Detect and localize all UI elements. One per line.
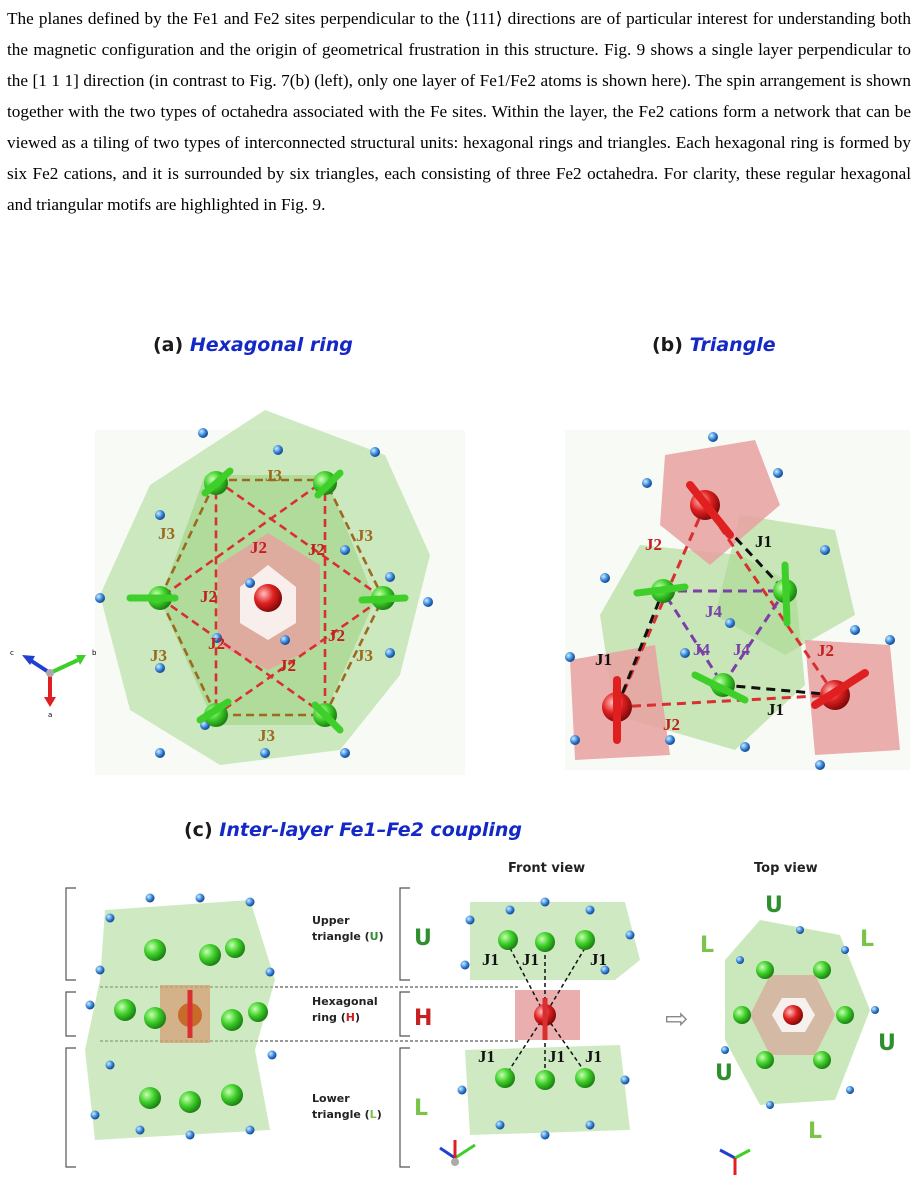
svg-text:J3: J3 bbox=[258, 726, 275, 745]
panel-a-title: Hexagonal ring bbox=[189, 334, 353, 356]
svg-text:J3: J3 bbox=[265, 466, 282, 485]
svg-text:U: U bbox=[715, 1061, 733, 1086]
svg-text:J3: J3 bbox=[150, 646, 167, 665]
svg-text:L: L bbox=[860, 927, 875, 952]
svg-text:L: L bbox=[414, 1096, 429, 1121]
svg-text:J3: J3 bbox=[356, 646, 373, 665]
panel-b-title: Triangle bbox=[689, 334, 776, 356]
front-view-label: Front view bbox=[508, 861, 586, 876]
panel-c-figure bbox=[0, 840, 918, 1185]
svg-text:c: c bbox=[10, 649, 14, 657]
svg-text:U: U bbox=[414, 926, 432, 951]
svg-text:J2: J2 bbox=[308, 540, 325, 559]
svg-text:L: L bbox=[808, 1119, 823, 1144]
svg-text:J2: J2 bbox=[200, 587, 217, 606]
svg-text:H: H bbox=[414, 1006, 433, 1031]
panel-c-title: Inter-layer Fe1–Fe2 coupling bbox=[219, 819, 523, 841]
svg-text:J2: J2 bbox=[250, 538, 267, 557]
body-paragraph: The planes defined by the Fe1 and Fe2 sites perpendicular to the ⟨111⟩ directions are of particular interest for understanding both the magnetic configuration and the origin of geometrical frustration in this structure. Fig. 9 shows a single layer perpendicular to the [1 1 1] direction (in contrast to Fig. 7(b) (left), only one layer of Fe1/Fe2 atoms is shown here). The spin arrangement is shown together with the two types of octahedra associated with the Fe sites. Within the layer, the Fe2 cations form a network that can be viewed as a tiling of two types of interconnected structural units: hexagonal rings and triangles. Each hexagonal ring is formed by six Fe2 cations, and it is surrounded by six triangles, each consisting of three Fe2 octahedra. For clarity, these regular hexagonal and triangular motifs are highlighted in Fig. 9. bbox=[7, 9, 911, 215]
svg-text:J1: J1 bbox=[482, 950, 499, 969]
svg-text:J4: J4 bbox=[705, 602, 722, 621]
left-brackets bbox=[66, 888, 76, 1167]
svg-text:J1: J1 bbox=[548, 1047, 565, 1066]
svg-text:Upper: Upper bbox=[312, 914, 350, 927]
fe1-center-atom bbox=[254, 584, 282, 612]
middle-brackets bbox=[400, 888, 410, 1167]
panel-a-letter: (a) bbox=[153, 334, 184, 356]
svg-text:J1: J1 bbox=[590, 950, 607, 969]
panel-a-figure bbox=[0, 355, 470, 775]
svg-text:J3: J3 bbox=[158, 524, 175, 543]
svg-text:J2: J2 bbox=[663, 715, 680, 734]
svg-text:a: a bbox=[48, 711, 53, 719]
top-view-label: Top view bbox=[754, 861, 818, 876]
svg-text:b: b bbox=[92, 649, 97, 657]
layer-legend bbox=[312, 914, 384, 1121]
svg-text:J2: J2 bbox=[817, 641, 834, 660]
svg-text:U: U bbox=[878, 1031, 896, 1056]
svg-text:J1: J1 bbox=[595, 650, 612, 669]
svg-text:J2: J2 bbox=[279, 656, 296, 675]
view-arrow: ⇨ bbox=[665, 1002, 689, 1035]
front-view-structure bbox=[440, 898, 640, 1167]
side-view-structure bbox=[85, 894, 277, 1141]
svg-text:J1: J1 bbox=[767, 700, 784, 719]
panel-c-caption bbox=[184, 819, 522, 841]
axes-triad-top bbox=[720, 1150, 750, 1175]
svg-text:J1: J1 bbox=[755, 532, 772, 551]
axes-triad-c bbox=[440, 1140, 475, 1166]
big-layer-letters bbox=[414, 926, 432, 1121]
svg-text:J4: J4 bbox=[733, 640, 750, 659]
svg-text:U: U bbox=[765, 893, 783, 918]
svg-text:triangle (L): triangle (L) bbox=[312, 1108, 382, 1121]
svg-text:J1: J1 bbox=[478, 1047, 495, 1066]
svg-text:J2: J2 bbox=[208, 634, 225, 653]
axes-triad-a bbox=[10, 649, 97, 719]
panel-b-letter: (b) bbox=[652, 334, 683, 356]
panel-a-caption bbox=[153, 334, 353, 356]
svg-text:J1: J1 bbox=[522, 950, 539, 969]
svg-text:L: L bbox=[700, 933, 715, 958]
svg-text:ring (H): ring (H) bbox=[312, 1011, 361, 1024]
svg-text:J3: J3 bbox=[356, 526, 373, 545]
top-view-structure bbox=[700, 893, 896, 1175]
svg-text:Hexagonal: Hexagonal bbox=[312, 995, 378, 1008]
svg-text:Lower: Lower bbox=[312, 1092, 350, 1105]
svg-text:J2: J2 bbox=[328, 626, 345, 645]
panel-b-figure bbox=[555, 355, 915, 775]
panel-c-letter: (c) bbox=[184, 819, 213, 841]
svg-text:J1: J1 bbox=[585, 1047, 602, 1066]
panel-b-caption bbox=[652, 334, 776, 356]
svg-text:triangle (U): triangle (U) bbox=[312, 930, 384, 943]
svg-text:J4: J4 bbox=[693, 640, 710, 659]
svg-text:J2: J2 bbox=[645, 535, 662, 554]
